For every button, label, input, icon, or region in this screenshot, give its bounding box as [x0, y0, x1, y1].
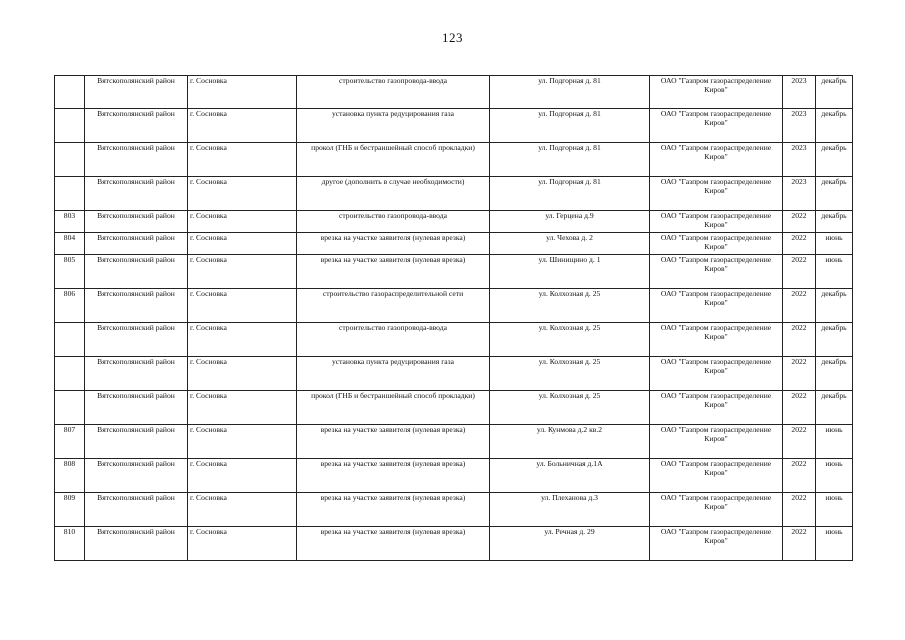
work-type-cell: строительство газопровода-ввода — [297, 211, 490, 233]
table-row — [55, 233, 853, 255]
work-type-cell: строительство газопровода-ввода — [297, 76, 490, 109]
district-cell: Вятскополянский район — [85, 211, 188, 233]
district-cell: Вятскополянский район — [85, 493, 188, 527]
month-cell: июнь — [816, 527, 853, 561]
district-cell: Вятскополянский район — [85, 425, 188, 459]
organization-cell: ОАО "Газпром газораспределение Киров" — [650, 527, 783, 561]
address-cell: ул. Колхозная д. 25 — [490, 357, 650, 391]
organization-cell: ОАО "Газпром газораспределение Киров" — [650, 233, 783, 255]
organization-cell: ОАО "Газпром газораспределение Киров" — [650, 425, 783, 459]
row-number: 809 — [55, 493, 85, 527]
table-row — [55, 391, 853, 425]
locality-cell: г. Сосновка — [188, 76, 297, 109]
address-cell: ул. Колхозная д. 25 — [490, 391, 650, 425]
year-cell: 2023 — [783, 177, 816, 211]
table-row — [55, 255, 853, 289]
table-body — [55, 76, 853, 561]
organization-cell: ОАО "Газпром газораспределение Киров" — [650, 76, 783, 109]
locality-cell: г. Сосновка — [188, 527, 297, 561]
table-row — [55, 143, 853, 177]
work-type-cell: прокол (ГНБ и бестраншейный способ прокладки) — [297, 143, 490, 177]
row-number: 807 — [55, 425, 85, 459]
year-cell: 2023 — [783, 109, 816, 143]
row-number: 810 — [55, 527, 85, 561]
organization-cell: ОАО "Газпром газораспределение Киров" — [650, 391, 783, 425]
organization-cell: ОАО "Газпром газораспределение Киров" — [650, 255, 783, 289]
year-cell: 2022 — [783, 425, 816, 459]
organization-cell: ОАО "Газпром газораспределение Киров" — [650, 289, 783, 323]
organization-cell: ОАО "Газпром газораспределение Киров" — [650, 143, 783, 177]
row-number: 804 — [55, 233, 85, 255]
organization-cell: ОАО "Газпром газораспределение Киров" — [650, 459, 783, 493]
year-cell: 2022 — [783, 391, 816, 425]
month-cell: декабрь — [816, 76, 853, 109]
table-row — [55, 211, 853, 233]
address-cell: ул. Шинищино д. 1 — [490, 255, 650, 289]
address-cell: ул. Подгорная д. 81 — [490, 76, 650, 109]
organization-cell: ОАО "Газпром газораспределение Киров" — [650, 323, 783, 357]
district-cell: Вятскополянский район — [85, 289, 188, 323]
organization-cell: ОАО "Газпром газораспределение Киров" — [650, 493, 783, 527]
locality-cell: г. Сосновка — [188, 357, 297, 391]
address-cell: ул. Колхозная д. 25 — [490, 323, 650, 357]
work-type-cell: врезка на участке заявителя (нулевая врезка) — [297, 255, 490, 289]
table-row — [55, 323, 853, 357]
year-cell: 2022 — [783, 255, 816, 289]
year-cell: 2022 — [783, 323, 816, 357]
row-number — [55, 323, 85, 357]
year-cell: 2022 — [783, 459, 816, 493]
row-number: 808 — [55, 459, 85, 493]
month-cell: июнь — [816, 425, 853, 459]
address-cell: ул. Кунмова д.2 кв.2 — [490, 425, 650, 459]
month-cell: декабрь — [816, 323, 853, 357]
address-cell: ул. Подгорная д. 81 — [490, 177, 650, 211]
month-cell: июнь — [816, 233, 853, 255]
address-cell: ул. Колхозная д. 25 — [490, 289, 650, 323]
month-cell: июнь — [816, 493, 853, 527]
year-cell: 2023 — [783, 143, 816, 177]
locality-cell: г. Сосновка — [188, 289, 297, 323]
locality-cell: г. Сосновка — [188, 425, 297, 459]
row-number — [55, 391, 85, 425]
district-cell: Вятскополянский район — [85, 143, 188, 177]
table-row — [55, 109, 853, 143]
row-number — [55, 109, 85, 143]
month-cell: декабрь — [816, 211, 853, 233]
year-cell: 2022 — [783, 493, 816, 527]
row-number: 806 — [55, 289, 85, 323]
work-type-cell: врезка на участке заявителя (нулевая врезка) — [297, 527, 490, 561]
row-number: 803 — [55, 211, 85, 233]
row-number — [55, 76, 85, 109]
work-type-cell: прокол (ГНБ и бестраншейный способ прокладки) — [297, 391, 490, 425]
locality-cell: г. Сосновка — [188, 391, 297, 425]
locality-cell: г. Сосновка — [188, 493, 297, 527]
work-type-cell: врезка на участке заявителя (нулевая врезка) — [297, 459, 490, 493]
table-row — [55, 425, 853, 459]
work-type-cell: установка пункта редуцирования газа — [297, 109, 490, 143]
table-row — [55, 357, 853, 391]
month-cell: июнь — [816, 255, 853, 289]
district-cell: Вятскополянский район — [85, 177, 188, 211]
month-cell: декабрь — [816, 289, 853, 323]
organization-cell: ОАО "Газпром газораспределение Киров" — [650, 177, 783, 211]
table-row — [55, 289, 853, 323]
address-cell: ул. Чехова д. 2 — [490, 233, 650, 255]
month-cell: декабрь — [816, 109, 853, 143]
district-cell: Вятскополянский район — [85, 357, 188, 391]
year-cell: 2022 — [783, 289, 816, 323]
table-row — [55, 493, 853, 527]
work-type-cell: другое (дополнить в случае необходимости) — [297, 177, 490, 211]
address-cell: ул. Больничная д.1А — [490, 459, 650, 493]
locality-cell: г. Сосновка — [188, 233, 297, 255]
district-cell: Вятскополянский район — [85, 391, 188, 425]
work-type-cell: врезка на участке заявителя (нулевая врезка) — [297, 233, 490, 255]
locality-cell: г. Сосновка — [188, 109, 297, 143]
year-cell: 2022 — [783, 233, 816, 255]
organization-cell: ОАО "Газпром газораспределение Киров" — [650, 211, 783, 233]
year-cell: 2022 — [783, 527, 816, 561]
year-cell: 2023 — [783, 76, 816, 109]
table-row — [55, 76, 853, 109]
locality-cell: г. Сосновка — [188, 177, 297, 211]
locality-cell: г. Сосновка — [188, 255, 297, 289]
address-cell: ул. Подгорная д. 81 — [490, 109, 650, 143]
locality-cell: г. Сосновка — [188, 211, 297, 233]
work-type-cell: врезка на участке заявителя (нулевая врезка) — [297, 493, 490, 527]
row-number — [55, 357, 85, 391]
year-cell: 2022 — [783, 357, 816, 391]
locality-cell: г. Сосновка — [188, 143, 297, 177]
month-cell: декабрь — [816, 357, 853, 391]
organization-cell: ОАО "Газпром газораспределение Киров" — [650, 357, 783, 391]
district-cell: Вятскополянский район — [85, 323, 188, 357]
district-cell: Вятскополянский район — [85, 109, 188, 143]
address-cell: ул. Подгорная д. 81 — [490, 143, 650, 177]
row-number — [55, 177, 85, 211]
address-cell: ул. Герцена д.9 — [490, 211, 650, 233]
row-number — [55, 143, 85, 177]
address-cell: ул. Плеханова д.3 — [490, 493, 650, 527]
gasification-table — [54, 75, 853, 561]
district-cell: Вятскополянский район — [85, 76, 188, 109]
organization-cell: ОАО "Газпром газораспределение Киров" — [650, 109, 783, 143]
district-cell: Вятскополянский район — [85, 255, 188, 289]
locality-cell: г. Сосновка — [188, 323, 297, 357]
table-row — [55, 177, 853, 211]
month-cell: июнь — [816, 459, 853, 493]
locality-cell: г. Сосновка — [188, 459, 297, 493]
page-number: 123 — [442, 30, 463, 45]
district-cell: Вятскополянский район — [85, 459, 188, 493]
address-cell: ул. Речная д. 29 — [490, 527, 650, 561]
work-type-cell: строительство газопровода-ввода — [297, 323, 490, 357]
month-cell: декабрь — [816, 391, 853, 425]
row-number: 805 — [55, 255, 85, 289]
district-cell: Вятскополянский район — [85, 233, 188, 255]
work-type-cell: врезка на участке заявителя (нулевая врезка) — [297, 425, 490, 459]
table-row — [55, 527, 853, 561]
work-type-cell: строительство газораспределительной сети — [297, 289, 490, 323]
month-cell: декабрь — [816, 177, 853, 211]
month-cell: декабрь — [816, 143, 853, 177]
district-cell: Вятскополянский район — [85, 527, 188, 561]
year-cell: 2022 — [783, 211, 816, 233]
table-row — [55, 459, 853, 493]
work-type-cell: установка пункта редуцирования газа — [297, 357, 490, 391]
